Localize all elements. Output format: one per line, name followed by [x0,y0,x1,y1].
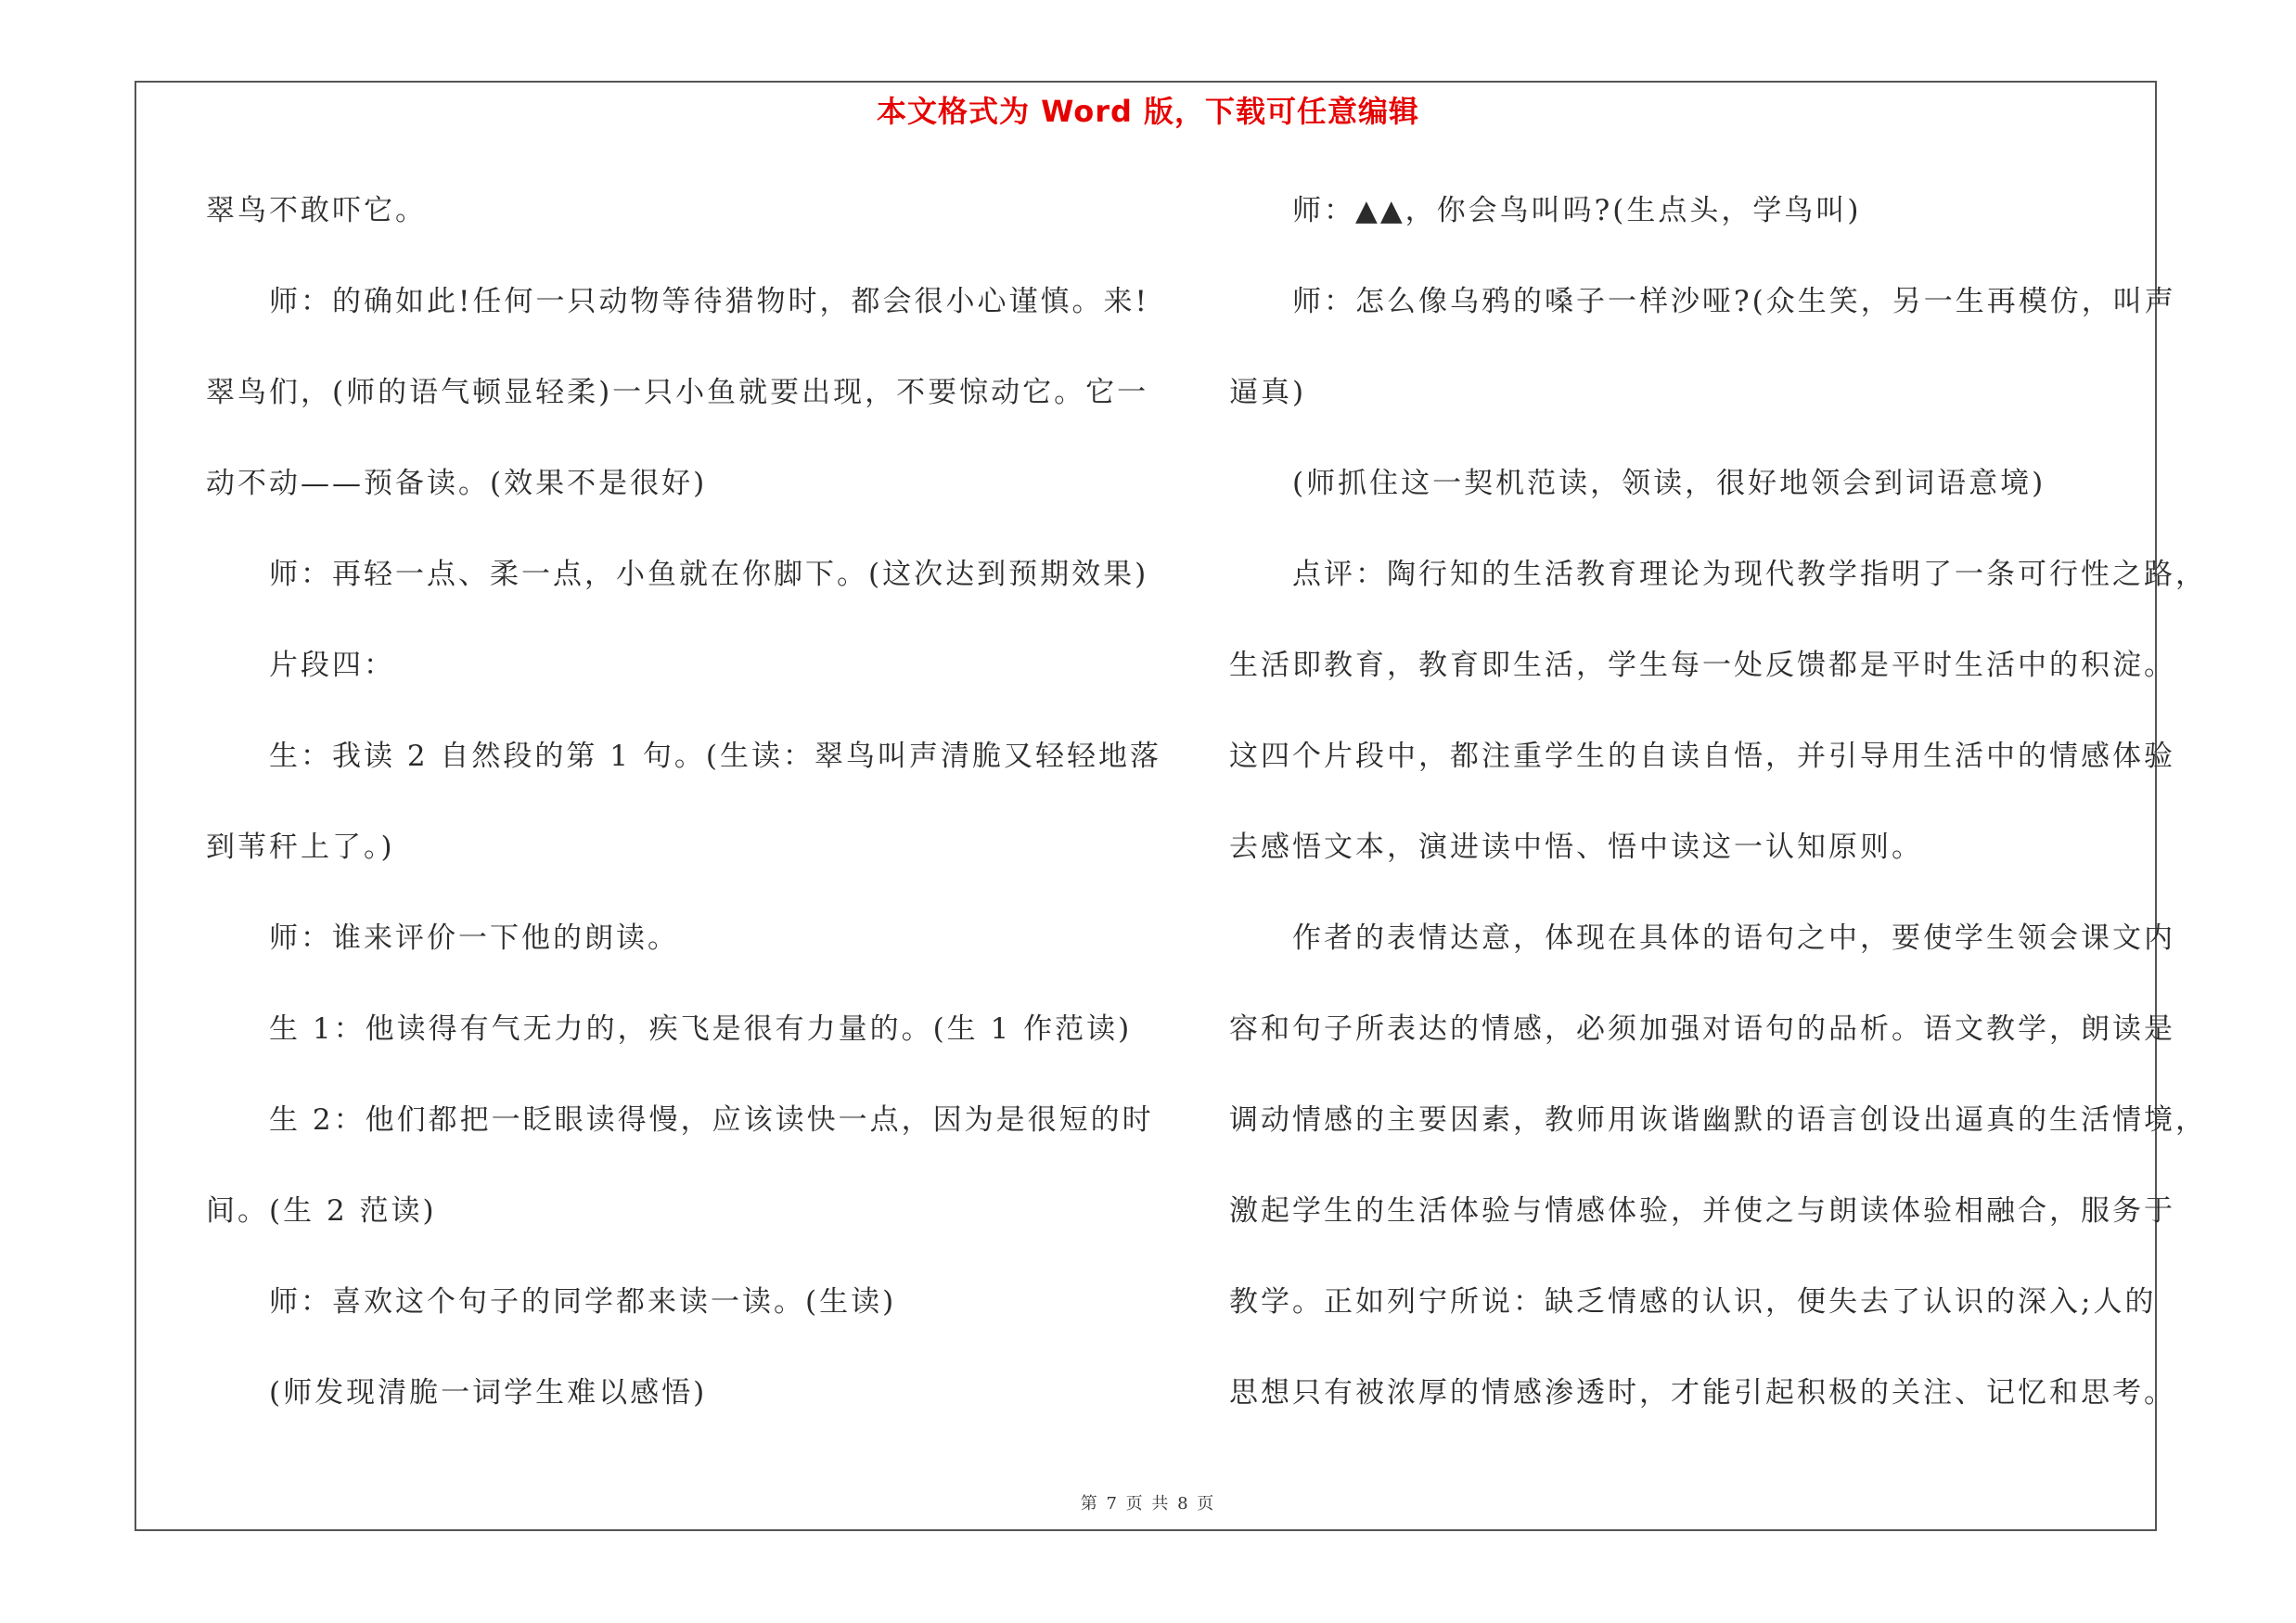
paragraph-line: 生：我读 2 自然段的第 1 句。(生读：翠鸟叫声清脆又轻轻地落 [269,740,1161,773]
paragraph-line: 到苇秆上了。) [206,831,395,864]
paragraph-line: 师：怎么像乌鸦的嗓子一样沙哑?(众生笑，另一生再模仿，叫声 [1292,285,2176,318]
paragraph-line: 师：再轻一点、柔一点，小鱼就在你脚下。(这次达到预期效果) [269,558,1149,591]
paragraph-line: 翠鸟们，(师的语气顿显轻柔)一只小鱼就要出现，不要惊动它。它一 [206,376,1149,409]
paragraph-line: 这四个片段中，都注重学生的自读自悟，并引导用生活中的情感体验 [1229,740,2175,773]
section-heading: 片段四： [269,649,395,682]
paragraph-line: 点评：陶行知的生活教育理论为现代教学指明了一条可行性之路， [1292,558,2207,591]
paragraph-line: 翠鸟不敢吓它。 [206,194,427,227]
paragraph-line: 师：的确如此!任何一只动物等待猎物时，都会很小心谨慎。来! [269,285,1149,318]
paragraph-line: 容和句子所表达的情感，必须加强对语句的品析。语文教学，朗读是 [1229,1012,2175,1046]
left-column [206,165,1161,1438]
paragraph-line: 生 1：他读得有气无力的，疾飞是很有力量的。(生 1 作范读) [269,1012,1133,1046]
paragraph-line: 生 2：他们都把一眨眼读得慢，应该读快一点，因为是很短的时 [269,1103,1154,1137]
paragraph-line: 逼真) [1229,376,1307,409]
paragraph-line: 间。(生 2 范读) [206,1194,437,1228]
paragraph-line: 师：▲▲，你会鸟叫吗?(生点头，学鸟叫) [1292,194,1862,227]
paragraph-line: (师抓住这一契机范读，领读，很好地领会到词语意境) [1292,467,2046,500]
paragraph-line: 调动情感的主要因素，教师用诙谐幽默的语言创设出逼真的生活情境， [1229,1103,2207,1137]
page-number: 第 7 页 共 8 页 [1080,1494,1216,1514]
paragraph-line: 去感悟文本，演进读中悟、悟中读这一认知原则。 [1229,831,1923,864]
paragraph-line: 作者的表情达意，体现在具体的语句之中，要使学生领会课文内 [1292,921,2175,955]
right-column [1229,165,2207,1438]
paragraph-line: 师：谁来评价一下他的朗读。 [269,921,679,955]
paragraph-line: 激起学生的生活体验与情感体验，并使之与朗读体验相融合，服务于 [1229,1194,2175,1228]
paragraph-line: 生活即教育，教育即生活，学生每一处反馈都是平时生活中的积淀。 [1229,649,2175,682]
paragraph-line: 教学。正如列宁所说：缺乏情感的认识，便失去了认识的深入;人的 [1229,1285,2157,1319]
paragraph-line: 师：喜欢这个句子的同学都来读一读。(生读) [269,1285,897,1319]
paragraph-line: 思想只有被浓厚的情感渗透时，才能引起积极的关注、记忆和思考。 [1229,1376,2175,1410]
document-banner: 本文格式为 Word 版，下载可任意编辑 [876,94,1420,129]
paragraph-line: 动不动——预备读。(效果不是很好) [206,467,708,500]
paragraph-line: (师发现清脆一词学生难以感悟) [269,1376,708,1410]
